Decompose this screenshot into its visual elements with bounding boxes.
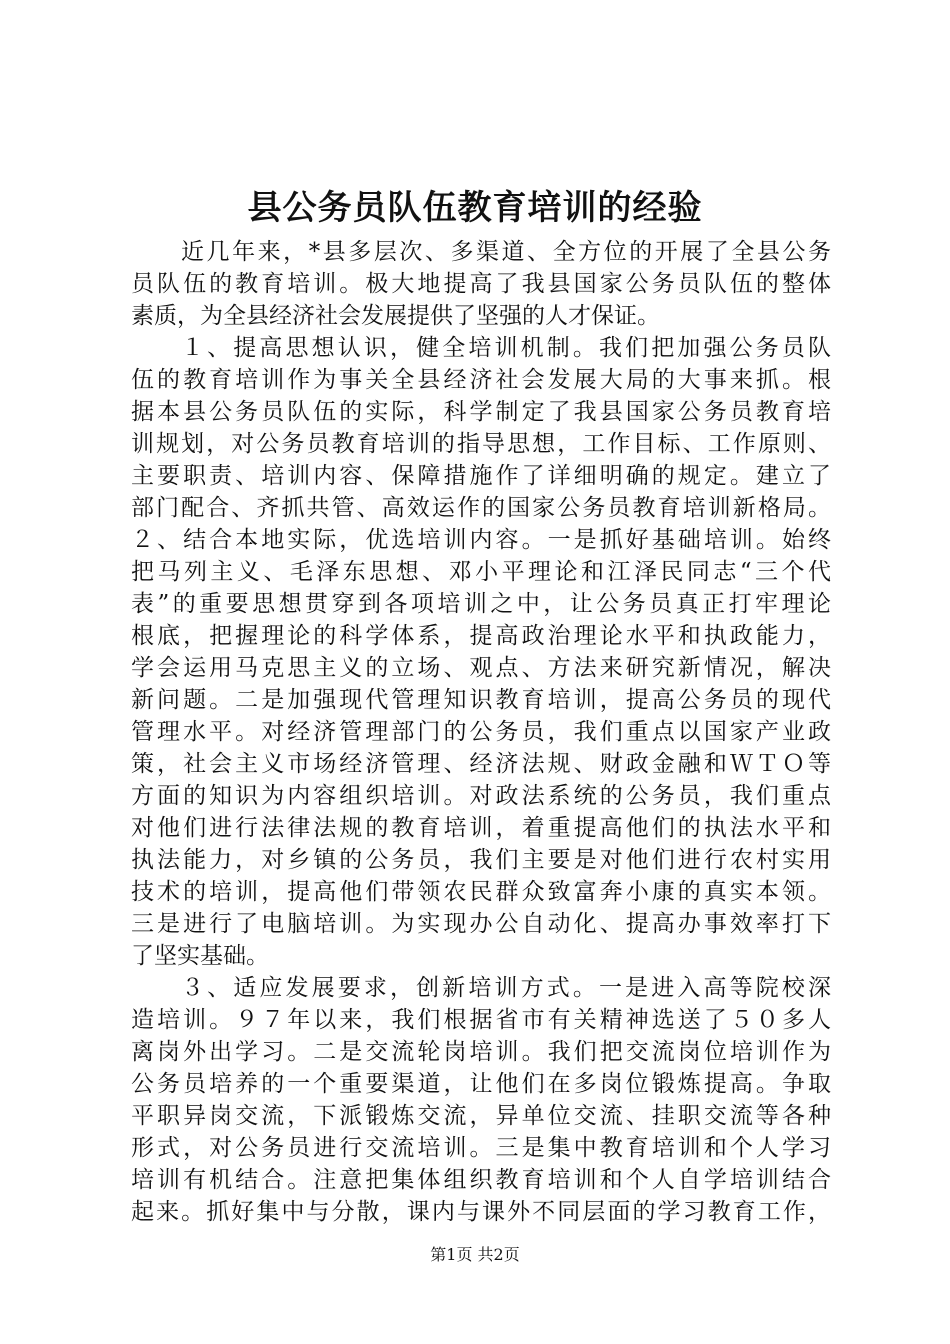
text-line: 管理水平。对经济管理部门的公务员，我们重点以国家产业政 <box>131 719 831 745</box>
text-line: 离岗外出学习。二是交流轮岗培训。我们把交流岗位培训作为 <box>131 1039 831 1065</box>
text-line: 新问题。二是加强现代管理知识教育培训，提高公务员的现代 <box>131 687 831 713</box>
text-line: 三是进行了电脑培训。为实现办公自动化、提高办事效率打下 <box>131 911 831 937</box>
text-line: 部门配合、齐抓共管、高效运作的国家公务员教育培训新格局。 <box>131 495 831 521</box>
text-line: 起来。抓好集中与分散，课内与课外不同层面的学习教育工作， <box>131 1199 831 1225</box>
text-line: 技术的培训，提高他们带领农民群众致富奔小康的真实本领。 <box>131 879 831 905</box>
text-line: 策，社会主义市场经济管理、经济法规、财政金融和ＷＴＯ等 <box>131 751 831 777</box>
text-line: 据本县公务员队伍的实际，科学制定了我县国家公务员教育培 <box>131 399 831 425</box>
text-line: 平职异岗交流，下派锻炼交流，异单位交流、挂职交流等各种 <box>131 1103 831 1129</box>
text-line: 造培训。９７年以来，我们根据省市有关精神选送了５０多人 <box>131 1007 831 1033</box>
text-line: 根底，把握理论的科学体系，提高政治理论水平和执政能力， <box>131 623 831 649</box>
text-line: 训规划，对公务员教育培训的指导思想，工作目标、工作原则、 <box>131 431 831 457</box>
document-title: 县公务员队伍教育培训的经验 <box>247 188 703 228</box>
text-line: 了坚实基础。 <box>131 943 269 969</box>
text-line: 执法能力，对乡镇的公务员，我们主要是对他们进行农村实用 <box>131 847 831 873</box>
text-line: 素质，为全县经济社会发展提供了坚强的人才保证。 <box>131 303 660 329</box>
document-body <box>131 236 831 1228</box>
page-number: 第1页 共2页 <box>430 1245 520 1264</box>
text-line: 方面的知识为内容组织培训。对政法系统的公务员，我们重点 <box>131 783 831 809</box>
text-line: 表”的重要思想贯穿到各项培训之中，让公务员真正打牢理论 <box>131 591 831 617</box>
text-line: 形式，对公务员进行交流培训。三是集中教育培训和个人学习 <box>131 1135 831 1161</box>
text-line: 伍的教育培训作为事关全县经济社会发展大局的大事来抓。根 <box>131 367 831 393</box>
text-line: 培训有机结合。注意把集体组织教育培训和个人自学培训结合 <box>131 1167 831 1193</box>
text-line: 公务员培养的一个重要渠道，让他们在多岗位锻炼提高。争取 <box>131 1071 831 1097</box>
text-line: 把马列主义、毛泽东思想、邓小平理论和江泽民同志“三个代 <box>131 559 831 585</box>
text-line: 主要职责、培训内容、保障措施作了详细明确的规定。建立了 <box>131 463 831 489</box>
text-line: 学会运用马克思主义的立场、观点、方法来研究新情况，解决 <box>131 655 831 681</box>
text-line: ３、适应发展要求，创新培训方式。一是进入高等院校深 <box>181 975 831 1001</box>
text-line: １、提高思想认识，健全培训机制。我们把加强公务员队 <box>181 335 831 361</box>
text-line: 对他们进行法律法规的教育培训，着重提高他们的执法水平和 <box>131 815 831 841</box>
text-line: ２、结合本地实际，优选培训内容。一是抓好基础培训。始终 <box>131 527 831 553</box>
text-line: 员队伍的教育培训。极大地提高了我县国家公务员队伍的整体 <box>131 271 831 297</box>
text-line: 近几年来，*县多层次、多渠道、全方位的开展了全县公务 <box>181 239 831 265</box>
